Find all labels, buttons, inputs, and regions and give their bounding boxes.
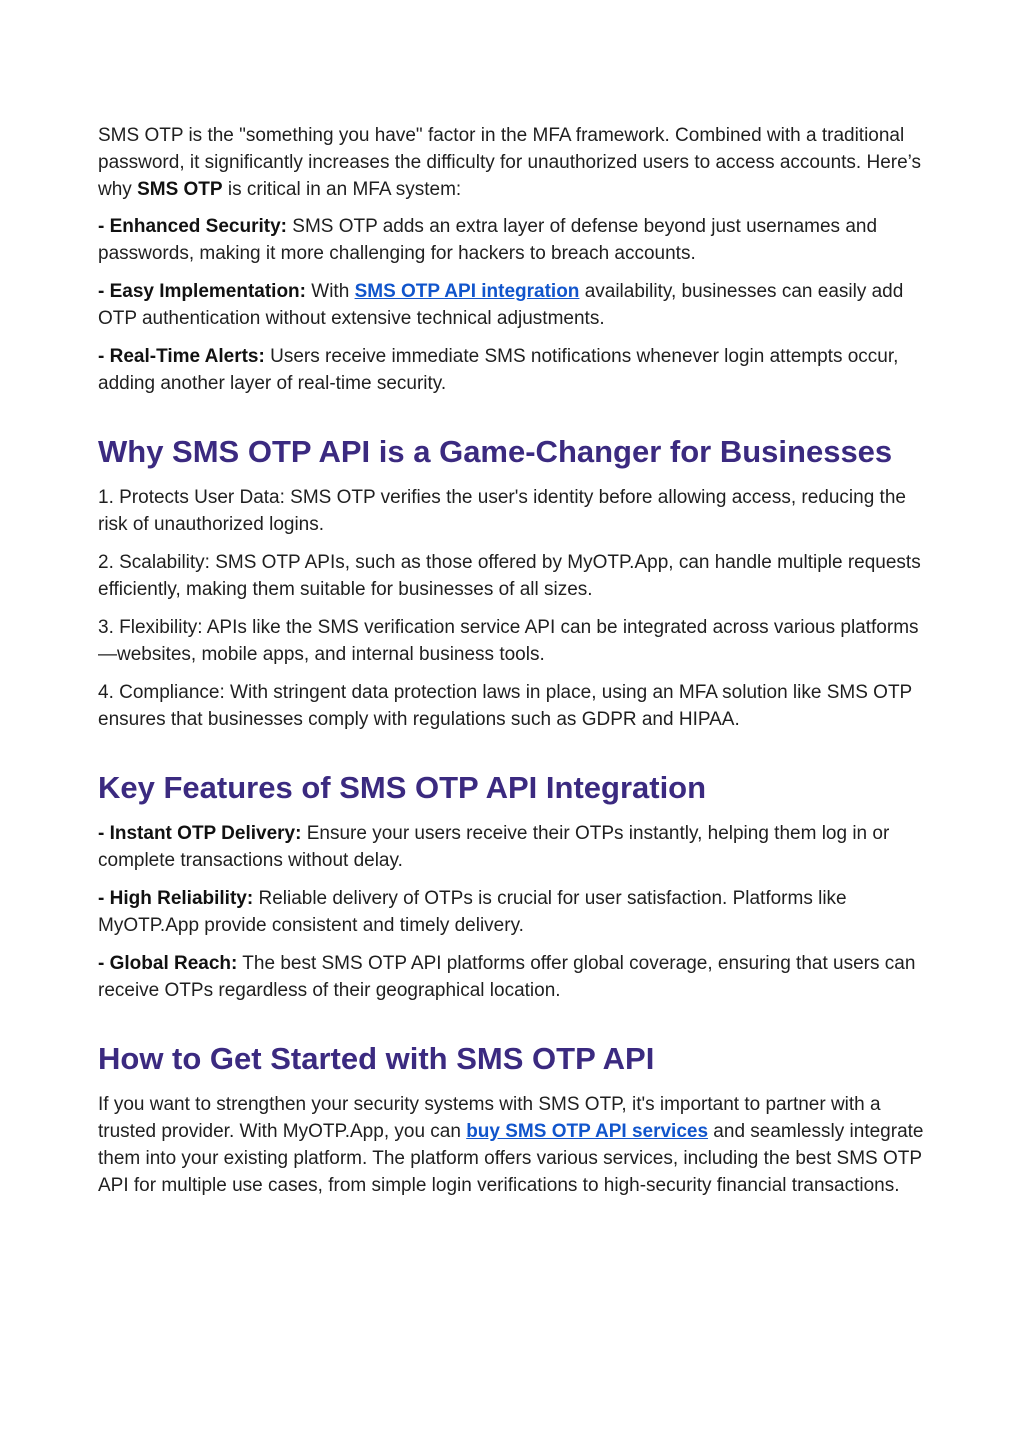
feature-global-reach [98,950,928,1004]
why-item-scalability: 2. Scalability: SMS OTP APIs, such as those offered by MyOTP.App, can handle multiple requests efficiently, making them suitable for businesses of all sizes. [98,552,921,600]
mfa-point-text: SMS OTP adds an extra layer of defense beyond just usernames and passwords, making it more challenging for hackers to breach accounts. [98,216,878,264]
sms-otp-api-integration-link[interactable]: SMS OTP API integration [354,281,580,302]
heading-get-started: How to Get Started with SMS OTP API [98,1041,655,1076]
intro-text-end: is critical in an MFA system: [222,179,462,200]
feature-text: The best SMS OTP API platforms offer global coverage, ensuring that users can receive OTPs regardless of their geographical location. [98,953,916,1001]
mfa-point-easy-implementation [98,278,928,332]
mfa-point-enhanced-security [98,213,928,267]
feature-label: - High Reliability: [98,888,254,909]
why-item-protects-user-data: 1. Protects User Data: SMS OTP verifies the user's identity before allowing access, reducing the risk of unauthorized logins. [98,487,906,535]
get-started-paragraph [98,1091,928,1199]
get-started-text: If you want to strengthen your security systems with SMS OTP, it's important to partner with a trusted provider. With MyOTP.App, you can [98,1094,881,1142]
heading-key-features: Key Features of SMS OTP API Integration [98,770,707,805]
buy-sms-otp-api-services-link[interactable]: buy SMS OTP API services [466,1121,709,1142]
document-page [98,122,928,1210]
mfa-point-text: Users receive immediate SMS notifications whenever login attempts occur, adding another layer of real-time security. [98,346,899,394]
why-item-compliance: 4. Compliance: With stringent data protection laws in place, using an MFA solution like SMS OTP ensures that businesses comply with regulations such as GDPR and HIPAA. [98,682,912,730]
mfa-point-text: With [306,281,355,302]
feature-label: - Instant OTP Delivery: [98,823,302,844]
get-started-text-end: and seamlessly integrate them into your existing platform. The platform offers various services, including the best SMS OTP API for multiple use cases, from simple login verifications to high-security financial transactions. [98,1121,924,1196]
intro-text: SMS OTP is the "something you have" factor in the MFA framework. Combined with a traditional password, it significantly increases the difficulty for unauthorized users to access accounts. Here’s why [98,125,922,200]
feature-high-reliability [98,885,928,939]
intro-bold-term: SMS OTP [137,179,223,200]
feature-text: Ensure your users receive their OTPs instantly, helping them log in or complete transactions without delay. [98,823,890,871]
mfa-point-label: - Easy Implementation: [98,281,306,302]
feature-label: - Global Reach: [98,953,238,974]
feature-text: Reliable delivery of OTPs is crucial for user satisfaction. Platforms like MyOTP.App provide consistent and timely delivery. [98,888,847,936]
intro-paragraph [98,122,928,203]
why-item-flexibility: 3. Flexibility: APIs like the SMS verification service API can be integrated across various platforms—websites, mobile apps, and internal business tools. [98,617,919,665]
mfa-point-real-time-alerts [98,343,928,397]
mfa-point-label: - Real-Time Alerts: [98,346,265,367]
heading-why-sms-otp-api: Why SMS OTP API is a Game-Changer for Businesses [98,434,893,469]
mfa-point-label: - Enhanced Security: [98,216,287,237]
mfa-point-text-end: availability, businesses can easily add OTP authentication without extensive technical adjustments. [98,281,904,329]
feature-instant-otp-delivery [98,820,928,874]
